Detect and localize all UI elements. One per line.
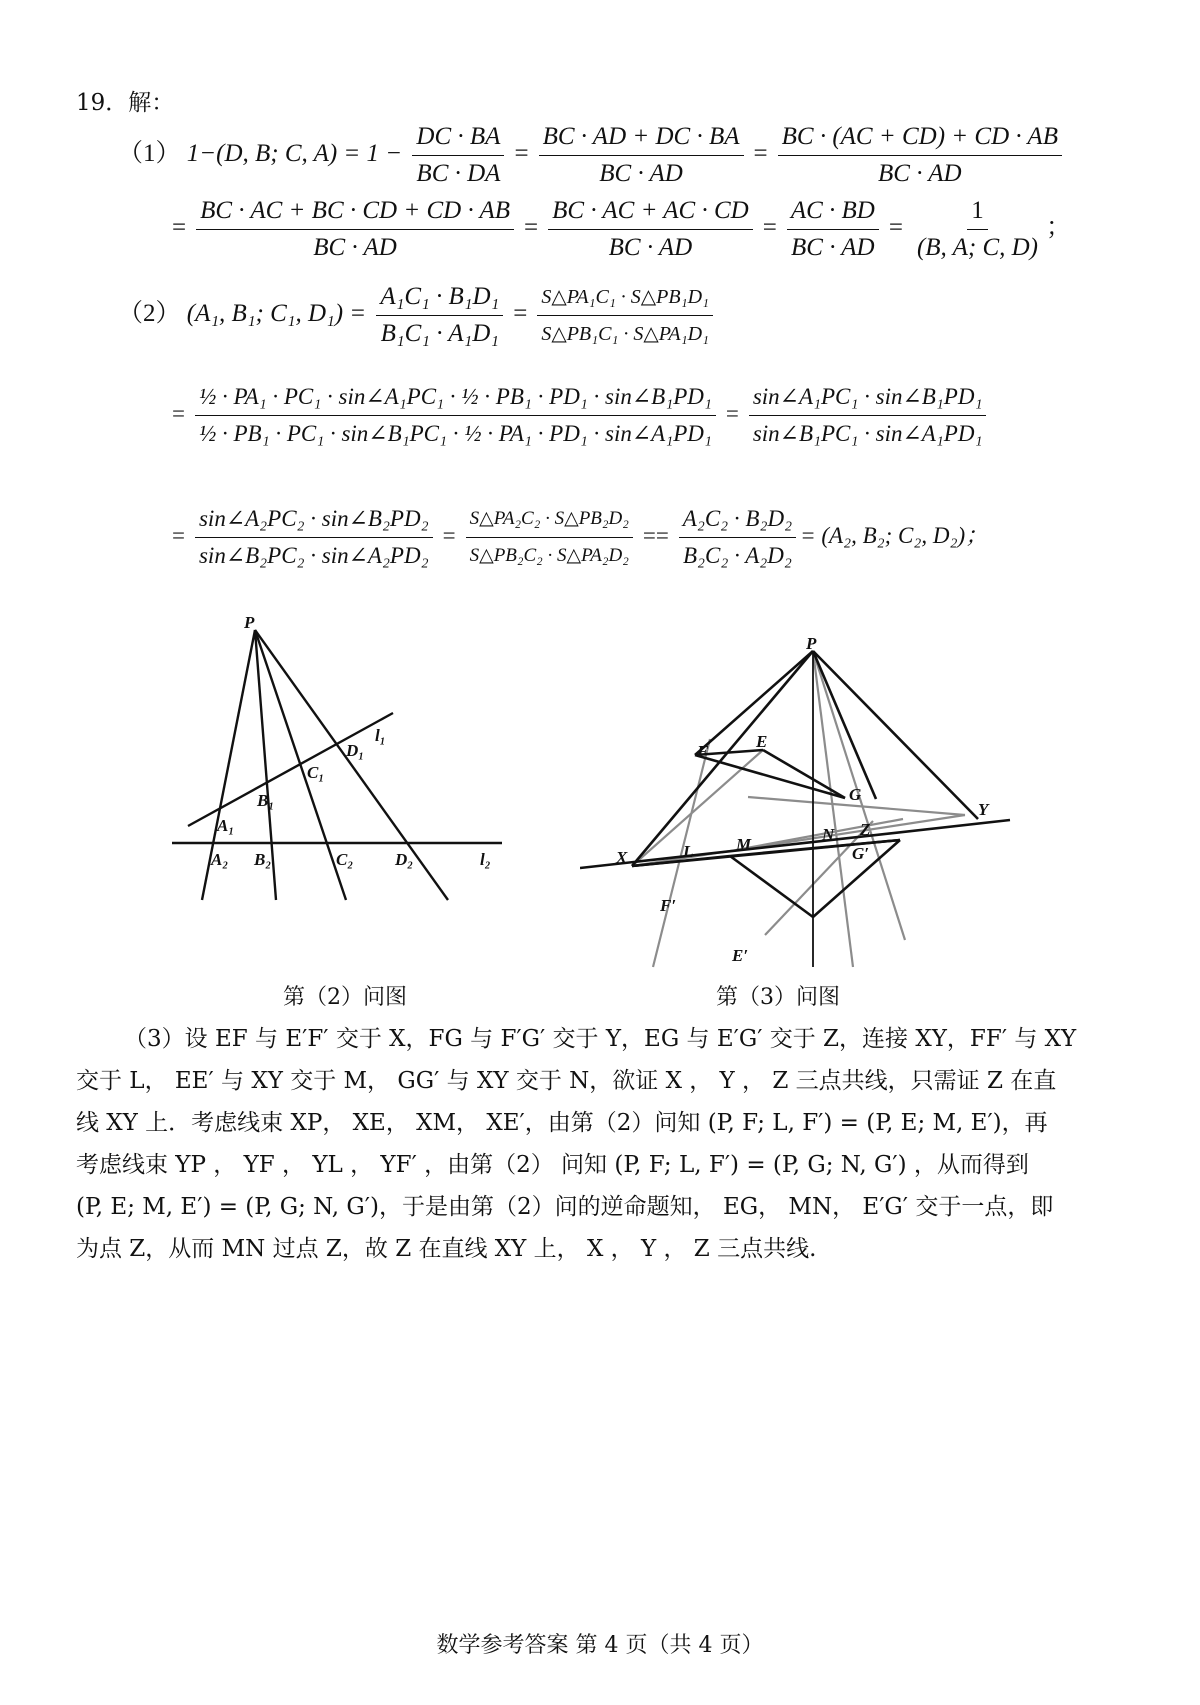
label-b2: B₂ <box>254 850 272 869</box>
caption-left-figure: 第（2）问图 <box>283 985 407 1010</box>
label-d2: D₂ <box>395 850 414 869</box>
line-px <box>632 651 813 866</box>
label-n: N <box>822 825 835 844</box>
fraction: $\frac{\text{sin∠A₁PC₁ · sin∠B₁PD₁}}{\text{sin∠B₁PC₁ · sin∠A₁PD₁}}$ <box>749 382 987 449</box>
caption-right-figure: 第（3）问图 <box>716 985 840 1010</box>
part3-paragraph <box>76 1018 1126 1270</box>
label-e-prime: E′ <box>732 946 749 965</box>
label-g: G <box>849 785 862 804</box>
fraction: $\frac{\text{S△PA₁C₁ · S△PB₁D₁}}{\text{S△PB₁C₁ · S△PA₁D₁}}$ <box>537 282 713 349</box>
fraction: $\frac{BC \cdot AC + AC \cdot CD}{BC \cdot AD}$ <box>548 196 753 263</box>
fraction: $\frac{BC \cdot AD + DC \cdot BA}{BC \cdot AD}$ <box>539 122 744 189</box>
line-pa <box>202 630 255 900</box>
part2-lhs: (A₁, B₁; C₁, D₁) = <box>186 300 367 328</box>
label-l1: l₁ <box>375 726 386 745</box>
line-l1 <box>188 713 393 826</box>
label-e: E <box>756 732 768 751</box>
part3-line: 为点 Z，从而 MN 过点 Z，故 Z 在直线 XY 上， X ， Y ， Z 三点共线. <box>76 1236 817 1262</box>
label-b1: B₁ <box>257 791 275 810</box>
label-a1: A₁ <box>217 816 235 835</box>
fraction: $\frac{\text{½ · PA₁ · PC₁ · sin∠A₁PC₁ · ½ · PB₁ · PD₁ · sin∠B₁PD₁}}{\text{½ · PB₁ · PC₁ · sin∠B₁PC₁ · ½ · PA₁ · PD₁ · sin∠A₁PD₁}}$ <box>195 382 716 449</box>
gray-line-ff <box>653 739 710 967</box>
part1-lhs: 1−(D, B; C, A) = 1 − <box>186 140 403 168</box>
label-c2: C₂ <box>336 850 354 869</box>
label-d1: D₁ <box>346 741 365 760</box>
part1-label: （1） <box>118 140 181 168</box>
part3-line: （3）设 EF 与 E′F′ 交于 X，FG 与 F′G′ 交于 Y，EG 与 E′G′ 交于 Z，连接 XY，FF′ 与 XY <box>124 1026 1077 1052</box>
label-m: M <box>736 835 752 854</box>
fraction: $\frac{AC \cdot BD}{BC \cdot AD}$ <box>787 196 879 263</box>
line-pf <box>695 651 813 755</box>
fraction: $\frac{\text{sin∠A₂PC₂ · sin∠B₂PD₂}}{\text{sin∠B₂PC₂ · sin∠A₂PD₂}}$ <box>195 504 433 571</box>
fraction: $\frac{\text{A₂C₂ · B₂D₂}}{\text{B₂C₂ · A₂D₂}}$ <box>679 504 796 571</box>
figure-part3-diagram <box>580 635 1020 970</box>
label-x: X <box>616 848 628 867</box>
label-f-prime: F′ <box>660 896 677 915</box>
figure-part2-diagram <box>160 615 560 905</box>
part3-line: 线 XY 上．考虑线束 XP， XE， XM， XE′，由第（2）问知 (P, F; L, F′) = (P, E; M, E′)，再 <box>76 1110 1048 1136</box>
segment-fe <box>730 856 813 917</box>
label-z: Z <box>860 820 871 839</box>
part3-line: (P, E; M, E′) = (P, G; N, G′)，于是由第（2）问的逆命题知， EG， MN， E′G′ 交于一点，即 <box>76 1194 1054 1220</box>
part2-equation-line1: （2） (A₁, B₁; C₁, D₁) = $\frac{\text{A₁C₁ · B₁D₁}}{\text{B₁C₁ · A₁D₁}}$ = $\frac{\text{S△PA₁C₁ · S△PB₁D₁}}{\text{S△PB₁C₁ · S△PA₁D₁}}$ <box>118 282 717 349</box>
label-p: P <box>244 615 255 632</box>
part2-equation-line2: = $\frac{\text{½ · PA₁ · PC₁ · sin∠A₁PC₁ · ½ · PB₁ · PD₁ · sin∠B₁PD₁}}{\text{½ · PB₁ · PC₁ · sin∠B₁PC₁ · ½ · PA₁ · PD₁ · sin∠A₁PD₁}}$ = $\frac{\text{sin∠A₁PC₁ · sin∠B₁PD₁}}{\text{sin∠B₁PC₁ · sin∠A₁PD₁}}$ <box>166 382 990 449</box>
part2-equation-line3: = $\frac{\text{sin∠A₂PC₂ · sin∠B₂PD₂}}{\text{sin∠B₂PC₂ · sin∠A₂PD₂}}$ = $\frac{\text{S△PA₂C₂ · S△PB₂D₂}}{\text{S△PB₂C₂ · S△PA₂D₂}}$ == $\frac{\text{A₂C₂ · B₂D₂}}{\text{B₂C₂ · A₂D₂}}$ = (A₂, B₂; C₂, D₂)； <box>166 504 988 571</box>
label-g-prime: G′ <box>852 844 870 863</box>
part1-equation-line2: = $\frac{BC \cdot AC + BC \cdot CD + CD \cdot AB}{BC \cdot AD}$ = $\frac{BC \cdot AC + AC \cdot CD}{BC \cdot AD}$ = $\frac{AC \cdot BD}{BC \cdot AD}$ = $\frac{1}{(B, A; C, D)}$ ； <box>172 197 1072 261</box>
part2-label: （2） <box>118 300 181 328</box>
label-l: L <box>683 842 694 861</box>
fraction: $\frac{1}{(B, A; C, D)}$ <box>916 197 1038 261</box>
label-p: P <box>806 635 817 653</box>
part3-line: 交于 L， EE′ 与 XY 交于 M， GG′ 与 XY 交于 N，欲证 X ， Y ， Z 三点共线，只需证 Z 在直 <box>76 1068 1057 1094</box>
fraction: $\frac{\text{A₁C₁ · B₁D₁}}{\text{B₁C₁ · A₁D₁}}$ <box>376 282 503 349</box>
label-l2: l₂ <box>480 850 491 869</box>
fraction: $\frac{\text{S△PA₂C₂ · S△PB₂D₂}}{\text{S△PB₂C₂ · S△PA₂D₂}}$ <box>466 504 633 571</box>
label-a2: A₂ <box>211 850 229 869</box>
problem-heading: 19．解： <box>76 90 175 116</box>
part1-equation-line1: （1） 1−(D, B; C, A) = 1 − $\frac{DC \cdot BA}{BC \cdot DA}$ = $\frac{BC \cdot AD + DC \cdot BA}{BC \cdot AD}$ = $\frac{BC \cdot (AC + CD) + CD \cdot AB}{BC \cdot AD}$ <box>118 122 1066 189</box>
part3-line: 考虑线束 YP ， YF ， YL ， YF′ ，由第（2） 问知 (P, F; L, F′) = (P, G; N, G′) ，从而得到 <box>76 1152 1029 1178</box>
label-y: Y <box>978 800 989 819</box>
fraction: $\frac{BC \cdot AC + BC \cdot CD + CD \cdot AB}{BC \cdot AD}$ <box>196 196 514 263</box>
segment-eg <box>763 750 845 798</box>
page-footer: 数学参考答案 第 4 页（共 4 页） <box>436 1633 764 1658</box>
label-c1: C₁ <box>307 763 325 782</box>
line-xy <box>580 820 1010 868</box>
fraction: $\frac{DC \cdot BA}{BC \cdot DA}$ <box>412 122 504 189</box>
label-f: F <box>697 742 709 761</box>
fraction: $\frac{BC \cdot (AC + CD) + CD \cdot AB}{BC \cdot AD}$ <box>778 122 1062 189</box>
